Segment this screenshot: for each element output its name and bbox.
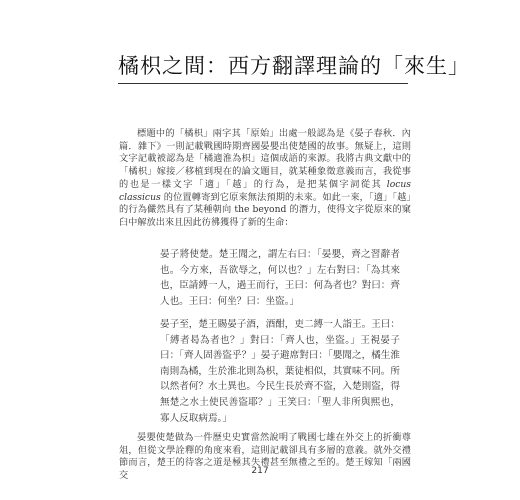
block-quote-2: 晏子至，楚王賜晏子酒，酒酣，吏二縛一人詣王。王曰：「縛者曷為者也？」對曰：「齊人也，坐盜。」王視晏子曰：「齊人固善盜乎？」晏子避席對曰：「嬰聞之，橘生淮南則為橘，生於淮北則為枳，葉徒相似，其實味不同。所以然者何？水土異也。今民生長於齊不盜，入楚則盜，得無楚之水土使民善盜耶？」王笑曰：「聖人非所與熙也，寡人反取病焉。」	[160, 319, 400, 424]
body-paragraph-2: 晏嬰使楚做為一件歷史史實當然說明了戰國七雄在外交上的折衝尊俎，但從文學詮釋的角度來看，這則記載卻具有多層的意義。就外交禮節而言，楚王的待客之道是極其失禮甚至無禮之至的。楚王嫁知「兩國交	[119, 432, 411, 482]
body-paragraph-1	[119, 128, 411, 230]
page-number: 217	[251, 466, 269, 476]
chapter-title: 橘枳之間：西方翻譯理論的「來生」	[118, 54, 470, 78]
latin-term: locus classicus	[119, 178, 411, 203]
block-quote-1: 晏子將使楚。楚王聞之，謂左右曰：「晏嬰，齊之習辭者也。今方來，吾欲辱之，何以也？」左右對曰：「為其來也，臣請縛一人，過王而行，王曰：何為者也？對曰：齊人也。王曰：何坐？曰：坐盜。」	[160, 249, 400, 307]
paragraph-text: 的位置轉寄到它原來無法預期的未來。如此一來，「適」「越」的行為儼然具有了某種朝向 the beyond 的潛力，使得文字從原來的窠臼中解放出來且因此彷彿獲得了新的生命：	[119, 191, 411, 228]
paragraph-text: 標題中的「橘枳」兩字其「原始」出處一般認為是《晏子春秋．內篇．雜下》一則記載戰國時期齊國晏嬰出使楚國的故事。無疑上，這則文字記載被認為是「橘適淮為枳」這個成語的來源。我將古典文獻中的「橘枳」嫁接／移植到現在的論文題目，就某種象徵意義而言，我從事的也是一樣文字「適」「越」的行為，是把某個字詞從其	[119, 128, 411, 190]
title-underline	[118, 83, 408, 84]
